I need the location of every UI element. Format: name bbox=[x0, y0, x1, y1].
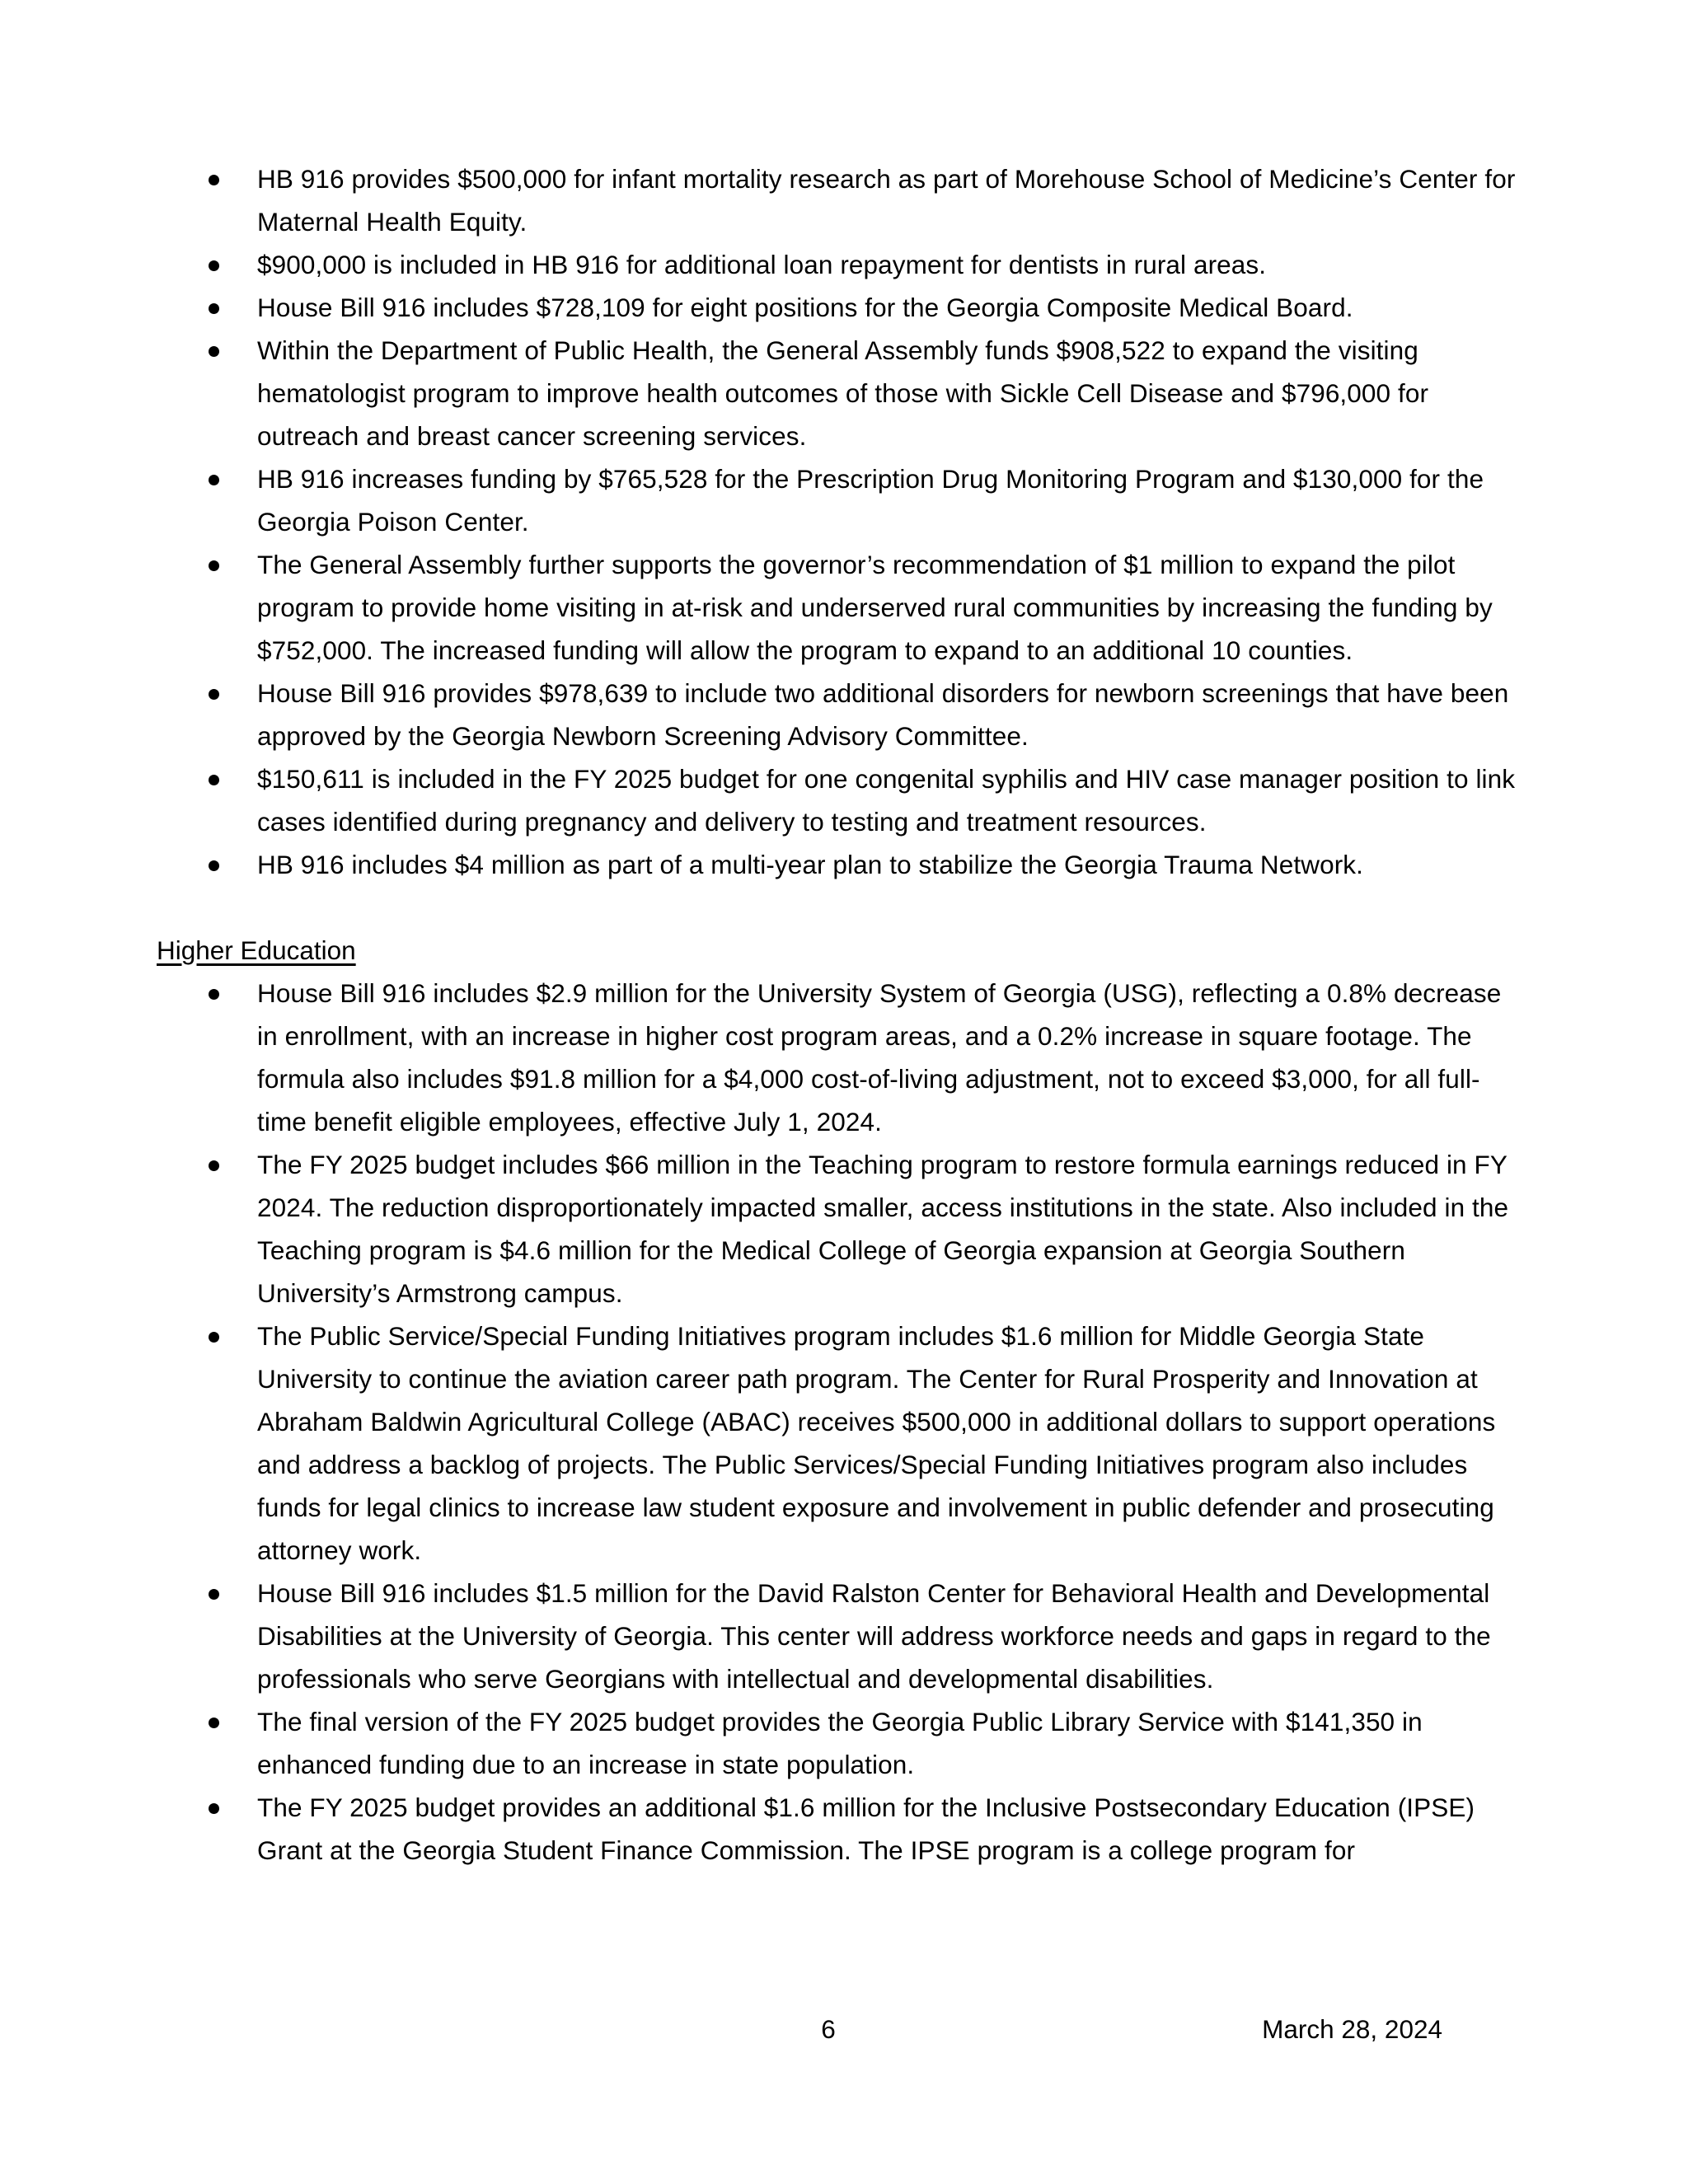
list-item bbox=[157, 286, 1525, 329]
higher-education-bullet-list bbox=[157, 972, 1525, 1872]
bullet-icon bbox=[209, 1160, 219, 1171]
list-item-text: Within the Department of Public Health, the General Assembly funds $908,522 to expand the visiting hematologist program to improve health outcomes of those with Sickle Cell Disease and $796,000 for outreach and breast cancer screening services. bbox=[257, 335, 1429, 451]
list-item bbox=[157, 843, 1525, 886]
list-item bbox=[157, 1786, 1525, 1872]
list-item bbox=[157, 329, 1525, 457]
bullet-icon bbox=[209, 860, 219, 871]
bullet-icon bbox=[209, 560, 219, 571]
bullet-icon bbox=[209, 1718, 219, 1728]
list-item-text: The FY 2025 budget provides an additional $1.6 million for the Inclusive Postsecondary Education (IPSE) Grant at the Georgia Student Finance Commission. The IPSE program is a college program for bbox=[257, 1793, 1475, 1865]
bullet-icon bbox=[209, 175, 219, 185]
document-body bbox=[157, 157, 1525, 1872]
list-item-text: The Public Service/Special Funding Initiatives program includes $1.6 million for Middle Georgia State University to continue the aviation career path program. The Center for Rural Prosperity and Innovation at Abraham Baldwin Agricultural College (ABAC) receives $500,000 in additional dollars to support operations and address a backlog of projects. The Public Services/Special Funding Initiatives program also includes funds for legal clinics to increase law student exposure and involvement in public defender and prosecuting attorney work. bbox=[257, 1321, 1496, 1565]
bullet-icon bbox=[209, 1332, 219, 1343]
bullet-icon bbox=[209, 775, 219, 785]
list-item-text: House Bill 916 includes $1.5 million for the David Ralston Center for Behavioral Health and Developmental Disabilities at the University of Georgia. This center will address workforce needs and gaps in regard to the professionals who serve Georgians with intellectual and developmental disabilities. bbox=[257, 1578, 1491, 1694]
list-item bbox=[157, 972, 1525, 1143]
list-item bbox=[157, 757, 1525, 843]
bullet-icon bbox=[209, 303, 219, 314]
list-item bbox=[157, 457, 1525, 543]
list-item bbox=[157, 1572, 1525, 1700]
list-item-text: The General Assembly further supports the governor’s recommendation of $1 million to expand the pilot program to provide home visiting in at-risk and underserved rural communities by increasing the funding by $752,000. The increased funding will allow the program to expand to an additional 10 counties. bbox=[257, 550, 1493, 665]
list-item bbox=[157, 543, 1525, 672]
list-item-text: HB 916 provides $500,000 for infant mortality research as part of Morehouse School of Medicine’s Center for Maternal Health Equity. bbox=[257, 164, 1516, 237]
section-heading-higher-education: Higher Education bbox=[157, 935, 356, 965]
list-item-text: House Bill 916 includes $2.9 million for the University System of Georgia (USG), reflecting a 0.8% decrease in enrollment, with an increase in higher cost program areas, and a 0.2% increase in square footage. The formula also includes $91.8 million for a $4,000 cost-of-living adjustment, not to exceed $3,000, for all full-time benefit eligible employees, effective July 1, 2024. bbox=[257, 978, 1502, 1137]
list-item-text: $150,611 is included in the FY 2025 budget for one congenital syphilis and HIV case manager position to link cases identified during pregnancy and delivery to testing and treatment resources. bbox=[257, 764, 1516, 837]
bullet-icon bbox=[209, 1803, 219, 1814]
bullet-icon bbox=[209, 346, 219, 357]
bullet-icon bbox=[209, 1589, 219, 1600]
list-item bbox=[157, 1700, 1525, 1786]
list-item bbox=[157, 157, 1525, 243]
bullet-icon bbox=[209, 689, 219, 700]
list-item bbox=[157, 1315, 1525, 1572]
list-item bbox=[157, 672, 1525, 757]
page-number: 6 bbox=[821, 2014, 836, 2044]
list-item-text: House Bill 916 includes $728,109 for eight positions for the Georgia Composite Medical Board. bbox=[257, 293, 1353, 322]
list-item-text: The final version of the FY 2025 budget provides the Georgia Public Library Service with $141,350 in enhanced funding due to an increase in state population. bbox=[257, 1707, 1423, 1779]
list-item bbox=[157, 243, 1525, 286]
list-item-text: House Bill 916 provides $978,639 to include two additional disorders for newborn screenings that have been approved by the Georgia Newborn Screening Advisory Committee. bbox=[257, 678, 1509, 751]
list-item-text: HB 916 increases funding by $765,528 for the Prescription Drug Monitoring Program and $130,000 for the Georgia Poison Center. bbox=[257, 464, 1484, 537]
list-item bbox=[157, 1143, 1525, 1315]
list-item-text: The FY 2025 budget includes $66 million in the Teaching program to restore formula earnings reduced in FY 2024. The reduction disproportionately impacted smaller, access institutions in the state. Also included in the Teaching program is $4.6 million for the Medical College of Georgia expansion at Georgia Southern University’s Armstrong campus. bbox=[257, 1150, 1509, 1308]
bullet-icon bbox=[209, 475, 219, 485]
list-item-text: HB 916 includes $4 million as part of a multi-year plan to stabilize the Georgia Trauma Network. bbox=[257, 850, 1363, 879]
health-bullet-list bbox=[157, 157, 1525, 886]
bullet-icon bbox=[209, 260, 219, 271]
bullet-icon bbox=[209, 989, 219, 1000]
footer-date: March 28, 2024 bbox=[1262, 2014, 1442, 2044]
list-item-text: $900,000 is included in HB 916 for additional loan repayment for dentists in rural areas. bbox=[257, 250, 1267, 279]
